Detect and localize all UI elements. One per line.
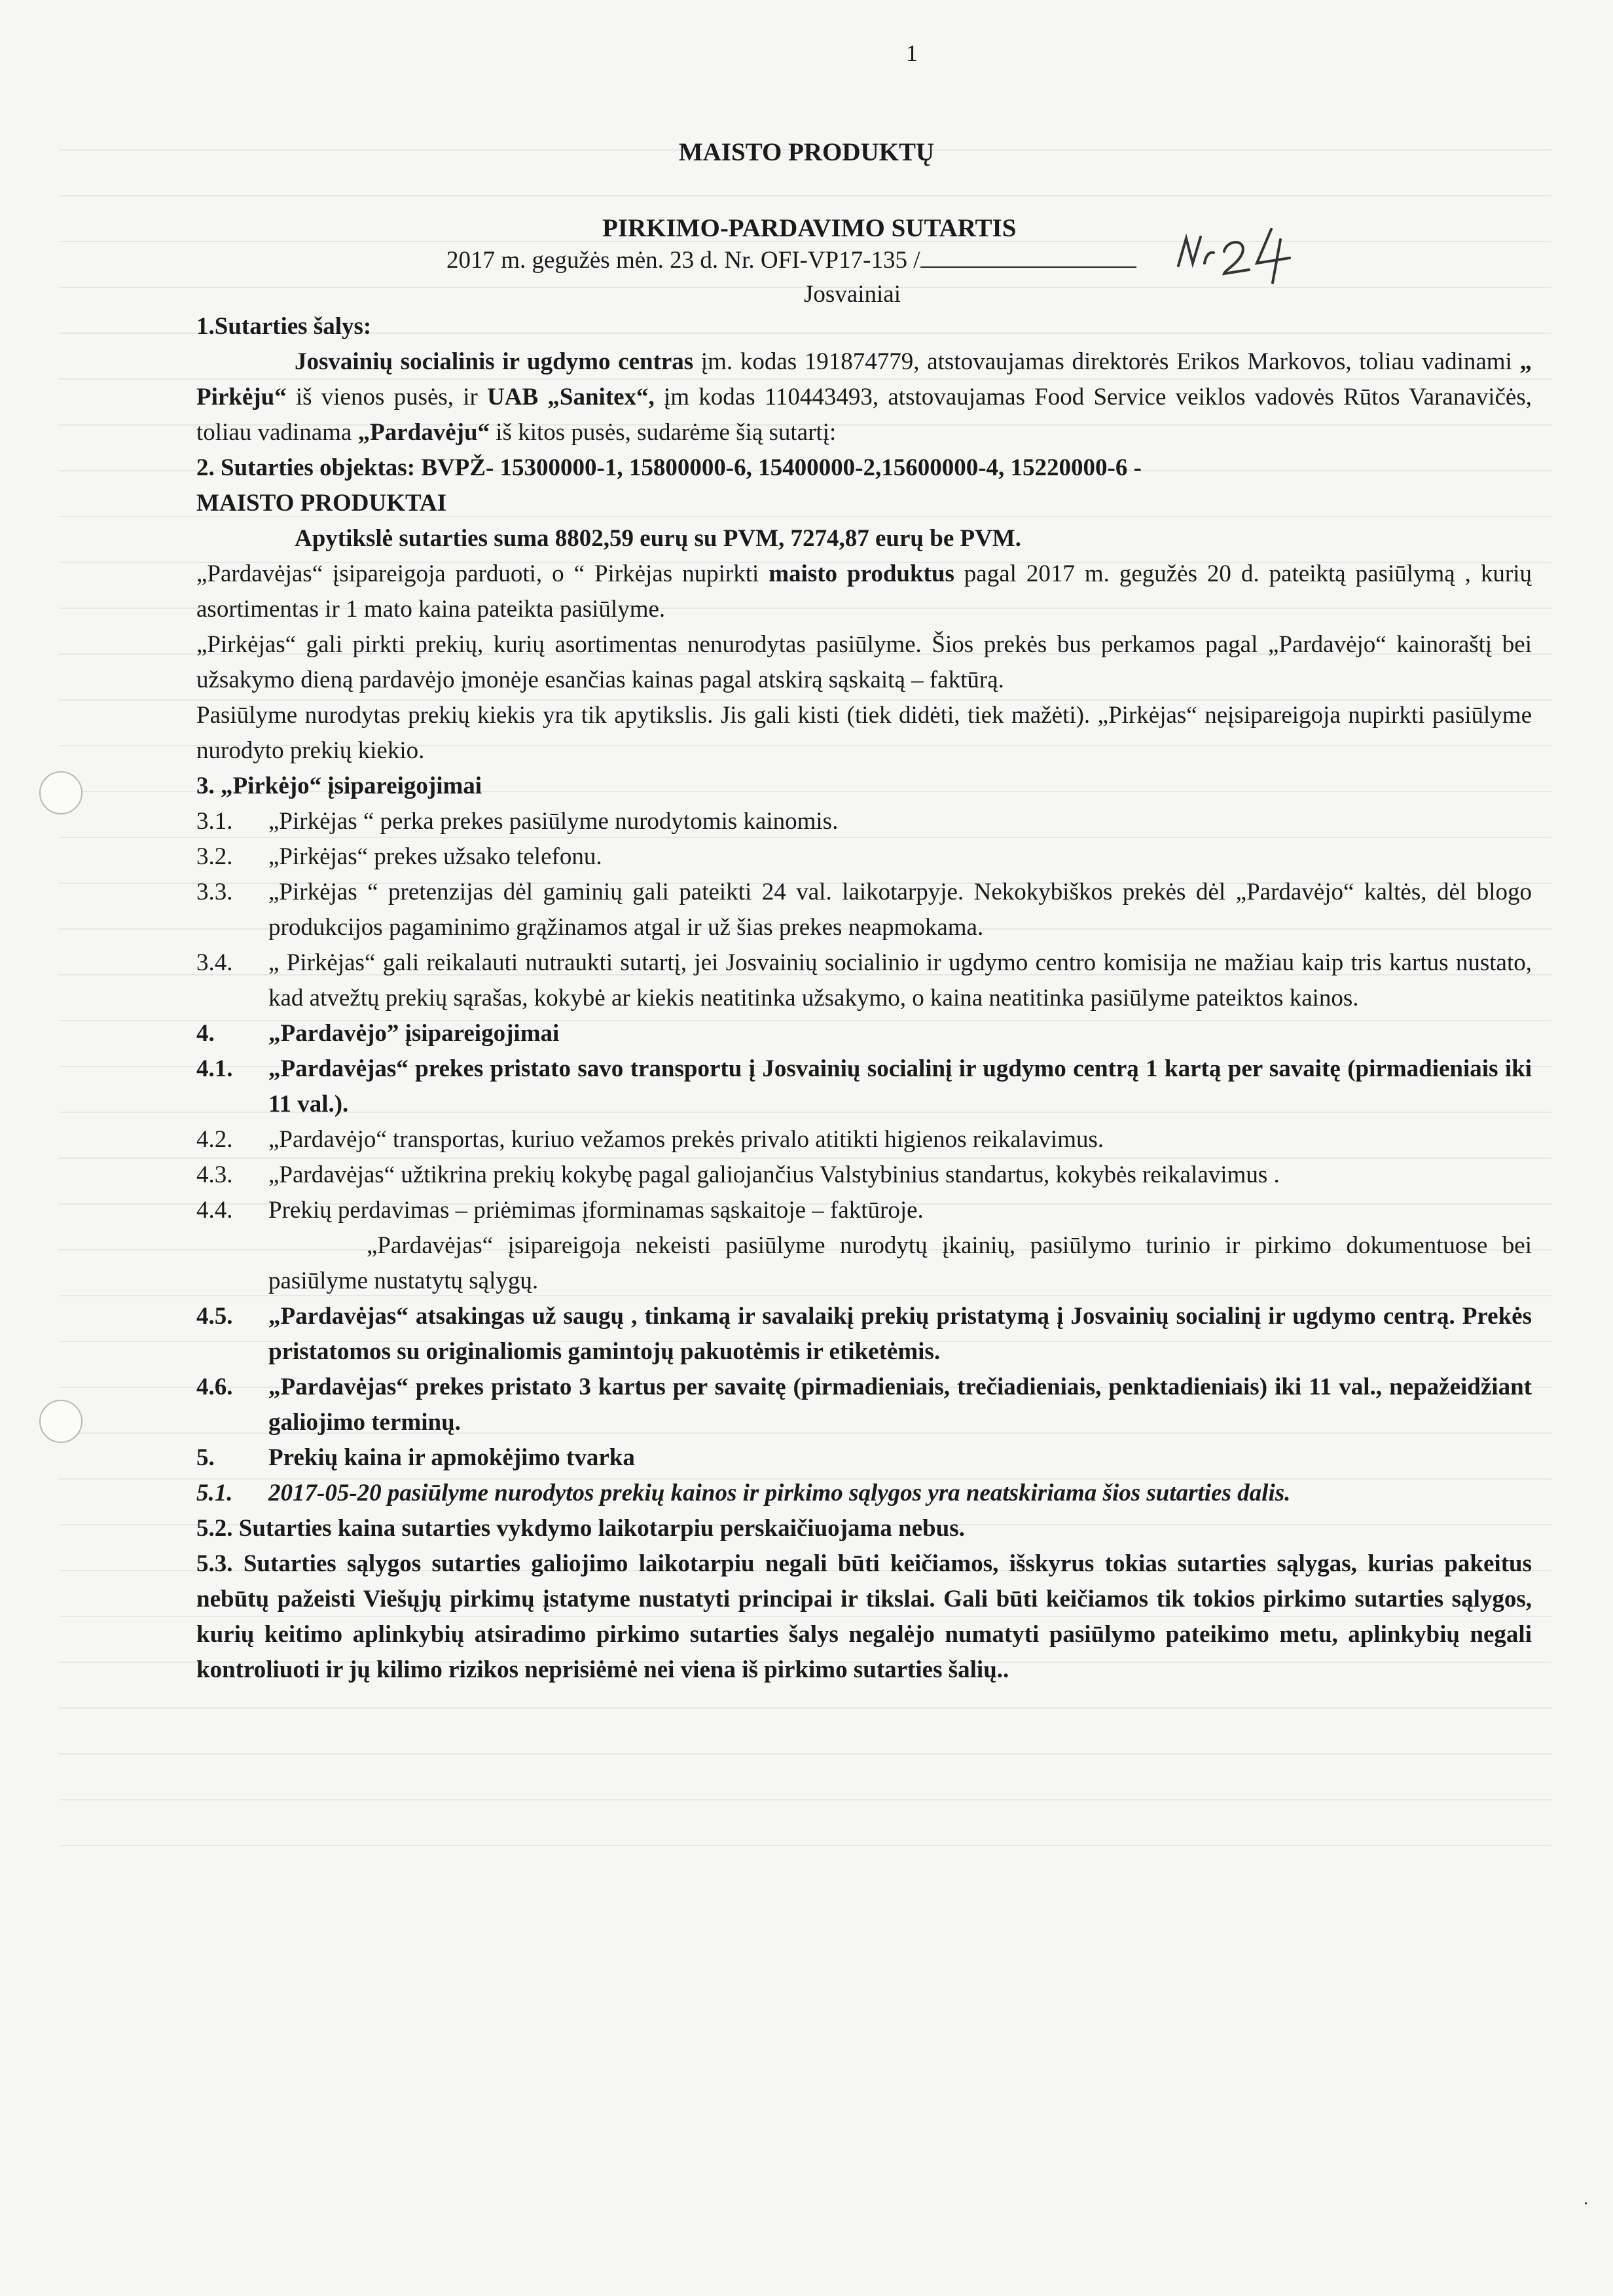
number-fill-line [920,247,1136,268]
clause-3-2 [196,839,1532,875]
punch-hole [39,1400,82,1443]
clause-4-5 [196,1299,1532,1370]
parties-text: iš vienos pusės, ir [286,384,488,410]
section-2-object-cont: MAISTO PRODUKTAI [196,490,447,517]
clause-number: 5.1. [196,1480,233,1506]
document-title: MAISTO PRODUKTŲ [678,138,935,166]
parties-text: įm. kodas 191874779, atstovaujamas direktorės Erikos Markovos, toliau vadinami [693,348,1520,375]
clause-text: „Pirkėjas “ perka prekes pasiūlyme nurodytomis kainomis. [268,808,839,835]
page-number: 1 [906,40,918,66]
clause-3-1 [196,804,1532,839]
document-subtitle: PIRKIMO-PARDAVIMO SUTARTIS [602,214,1017,242]
clause-4-4-continued [196,1228,1532,1299]
clause-number: 4.4. [196,1197,233,1224]
section-title: „Pardavėjo” įsipareigojimai [268,1020,560,1047]
paragraph-text: pagal 2017 m. gegužės 20 d. pateiktą pasiūlymą , kurių asortimentas ir 1 mato kaina pateikta pasiūlyme. [196,560,1532,623]
clause-4-3 [196,1157,1532,1193]
clause-5-1 [196,1476,1532,1511]
contract-sum: Apytikslė sutarties suma 8802,59 eurų su PVM, 7274,87 eurų be PVM. [295,525,1021,552]
clause-text: „Pardavėjas“ įsipareigoja nekeisti pasiūlyme nurodytų įkainių, pasiūlymo turinio ir pirkimo dokumentuose bei pasiūlyme nustatytų sąlygų. [268,1232,1532,1294]
clause-number-spacer [196,1228,268,1299]
clause-number: 4.1. [196,1055,233,1082]
section-number: 4. [196,1020,215,1047]
section-4-heading [196,1016,1532,1051]
clause-3-3 [196,875,1532,945]
clause-3-4 [196,945,1532,1016]
contract-place: Josvainiai [804,281,901,308]
clause-text: Prekių perdavimas – priėmimas įforminamas sąskaitoje – faktūroje. [268,1197,924,1224]
parties-text: iš kitos pusės, sudarėme šią sutartį: [490,419,837,446]
paragraph-other-goods: „Pirkėjas“ gali pirkti prekių, kurių asortimentas nenurodytas pasiūlyme. Šios prekės bus perkamos pagal „Pardavėjo“ kainoraštį bei užsakymo dieną pardavėjo įmonėje esančias kainas pagal atskirą sąskaitą – faktūrą. [196,631,1532,693]
section-2-object: 2. Sutarties objektas: BVPŽ- 15300000-1, 15800000-6, 15400000-2,15600000-4, 15220000-6 - [196,454,1142,481]
clause-text: „Pardavėjas“ prekes pristato 3 kartus per savaitę (pirmadieniais, trečiadieniais, penktadieniais) iki 11 val., nepažeidžiant galiojimo terminų. [268,1374,1532,1436]
section-5-heading [196,1440,1532,1476]
clause-5-3: 5.3. Sutarties sąlygos sutarties galiojimo laikotarpiu negali būti keičiamos, išskyrus tokias sutarties sąlygas, kurias pakeitus nebūtų pažeisti Viešųjų pirkimų įstatyme nustatyti principai ir tikslai. Gali būti keičiamos tik tokios pirkimo sutarties sąlygos, kurių keitimo aplinkybių atsiradimo pirkimo sutarties šalys negalėjo numatyti pasiūlymo pateikimo metu, aplinkybių negali kontroliuoti ir jų kilimo rizikos neprisiėmė nei viena iš pirkimo sutarties šalių.. [196,1550,1532,1683]
section-1-heading: 1.Sutarties šalys: [196,313,372,340]
contract-date-number [446,246,1136,274]
section-title: Prekių kaina ir apmokėjimo tvarka [268,1444,635,1471]
clause-text: „ Pirkėjas“ gali reikalauti nutraukti sutartį, jei Josvainių socialinio ir ugdymo centro komisija ne mažiau kaip tris kartus nustato, kad atvežtų prekių sąrašas, kokybė ar kiekis neatitinka užsakymo, o kaina neatitinka pasiūlyme pateiktos kainos. [268,949,1532,1011]
clause-text: 2017-05-20 pasiūlyme nurodytos prekių kainos ir pirkimo sąlygos yra neatskiriama šios sutarties dalis. [268,1480,1291,1506]
clause-number: 4.3. [196,1161,233,1188]
clause-4-1 [196,1051,1532,1122]
clause-4-2 [196,1122,1532,1157]
buyer-name: Josvainių socialinis ir ugdymo centras [295,348,694,375]
paragraph-bold-text: maisto produktus [769,560,954,587]
clause-text: „Pardavėjas“ atsakingas už saugų , tinkamą ir savalaikį prekių pristatymą į Josvainių socialinį ir ugdymo centrą. Prekės pristatomos su originaliomis gamintojų pakuotėmis ir etiketėmis. [268,1303,1532,1365]
section-3-heading: 3. „Pirkėjo“ įsipareigojimai [196,773,482,799]
clause-4-6 [196,1370,1532,1440]
parties-text: įm kodas 110443493, atstovaujamas Food Service veiklos vadovės Rūtos Varanavičės, toliau vadinama [196,384,1532,446]
clause-number: 3.3. [196,879,233,905]
clause-text: „Pirkėjas “ pretenzijas dėl gaminių gali pateikti 24 val. laikotarpyje. Nekokybiškos prekės dėl „Pardavėjo“ kaltės, dėl blogo produkcijos pagaminimo grąžinamos atgal ir už šias prekes neapmokama. [268,879,1532,941]
handwritten-number-annotation [1173,220,1297,285]
clause-number: 3.4. [196,949,233,976]
paragraph-quantity: Pasiūlyme nurodytas prekių kiekis yra tik apytikslis. Jis gali kisti (tiek didėti, tiek mažėti). „Pirkėjas“ neįsipareigoja nupirkti pasiūlyme nurodyto prekių kiekio. [196,702,1532,764]
clause-number: 3.1. [196,808,233,835]
scan-speck [1585,2202,1587,2204]
section-number: 5. [196,1444,215,1471]
contract-body [196,309,1532,1688]
seller-label: „Pardavėju“ [357,419,490,446]
paragraph-text: „Pardavėjas“ įsipareigoja parduoti, o “ Pirkėjas nupirkti [196,560,769,587]
seller-name: UAB „Sanitex“, [487,384,655,410]
clause-number: 4.2. [196,1126,233,1153]
clause-5-2: 5.2. Sutarties kaina sutarties vykdymo laikotarpiu perskaičiuojama nebus. [196,1515,965,1542]
clause-text: „Pardavėjas“ užtikrina prekių kokybę pagal galiojančius Valstybinius standartus, kokybės reikalavimus . [268,1161,1280,1188]
clause-number: 4.6. [196,1374,233,1400]
clause-text: „Pirkėjas“ prekes užsako telefonu. [268,843,602,870]
clause-number: 3.2. [196,843,233,870]
date-number-text: 2017 m. gegužės mėn. 23 d. Nr. OFI-VP17-135 / [446,247,920,274]
section-1-parties [196,344,1532,450]
buyer-label: „ Pirkėju“ [196,348,1532,410]
clause-text: „Pardavėjo“ transportas, kuriuo vežamos prekės privalo atitikti higienos reikalavimus. [268,1126,1104,1153]
clause-text: „Pardavėjas“ prekes pristato savo transportu į Josvainių socialinį ir ugdymo centrą 1 kartą per savaitę (pirmadieniais iki 11 val.). [268,1055,1532,1118]
clause-number: 4.5. [196,1303,233,1330]
punch-hole [39,771,82,814]
clause-4-4 [196,1193,1532,1228]
paragraph-obligation [196,556,1532,627]
